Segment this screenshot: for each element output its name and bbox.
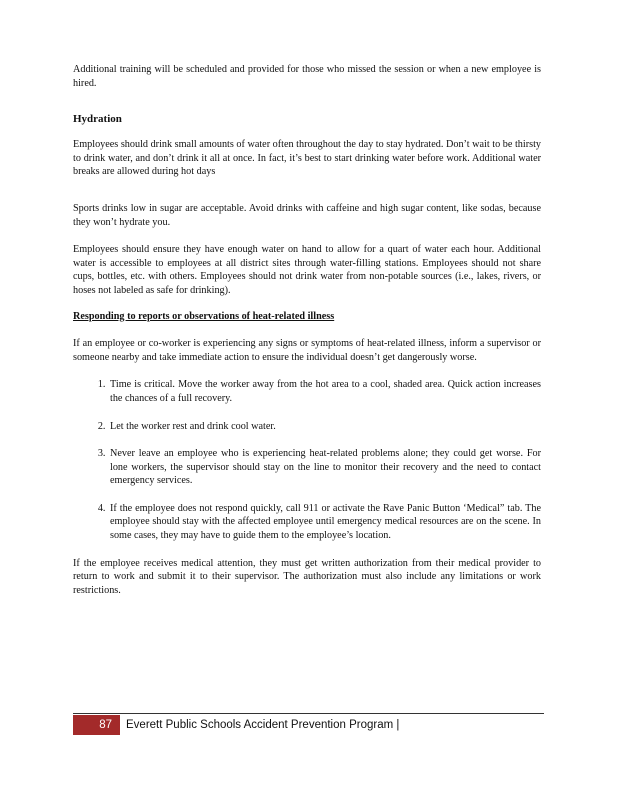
responding-paragraph: If an employee or co-worker is experiencing any signs or symptoms of heat-related illness, inform a supervisor or someone nearby and take immediate action to ensure the individual doesn’t get dangerously worse.	[73, 338, 541, 363]
document-page	[73, 63, 541, 597]
authorization-paragraph: If the employee receives medical attention, they must get written authorization from their medical provider to return to work and submit it to their supervisor. The authorization must also include any limitations or work restrictions.	[73, 557, 541, 596]
hydration-paragraph-2: Sports drinks low in sugar are acceptable. Avoid drinks with caffeine and high sugar content, like sodas, because they won’t hydrate you.	[73, 202, 541, 228]
list-item: 3. Never leave an employee who is experiencing heat-related problems alone; they could get worse. For lone workers, the supervisor should stay on the line to monitor their recovery and the need to contact emergency services.	[108, 447, 541, 488]
list-item: 1. Time is critical. Move the worker away from the hot area to a cool, shaded area. Quick action increases the chances of a full recovery.	[108, 378, 541, 405]
list-item: 4. If the employee does not respond quickly, call 911 or activate the Rave Panic Button ‘Medical” tab. The employee should stay with the affected employee until emergency medical resources are on the scene. In some cases, they may have to guide them to the employee’s location.	[108, 502, 541, 543]
list-item: 2. Let the worker rest and drink cool water.	[108, 420, 541, 434]
footer-title: Everett Public Schools Accident Prevention Program |	[126, 719, 400, 731]
hydration-paragraph-1: Employees should drink small amounts of water often throughout the day to stay hydrated. Don’t wait to be thirsty to drink water, and don’t drink it all at once. In fact, it’s best to start drinking water before work. Additional water breaks are allowed during hot days	[73, 139, 541, 178]
responding-heading: Responding to reports or observations of heat-related illness	[73, 310, 335, 322]
hydration-heading: Hydration	[73, 113, 122, 126]
response-steps-list	[73, 378, 541, 542]
page-footer	[73, 713, 544, 736]
intro-paragraph: Additional training will be scheduled and provided for those who missed the session or when a new employee is hired.	[73, 64, 541, 89]
page-number: 87	[73, 715, 120, 735]
hydration-paragraph-3: Employees should ensure they have enough water on hand to allow for a quart of water each hour. Additional water is accessible to employees at all district sites through water-filling stations. Employees should not share cups, bottles, etc. with others. Employees should not drink water from non-potable sources (i.e., lakes, rivers, or hoses not labeled as safe for drinking).	[73, 244, 541, 296]
